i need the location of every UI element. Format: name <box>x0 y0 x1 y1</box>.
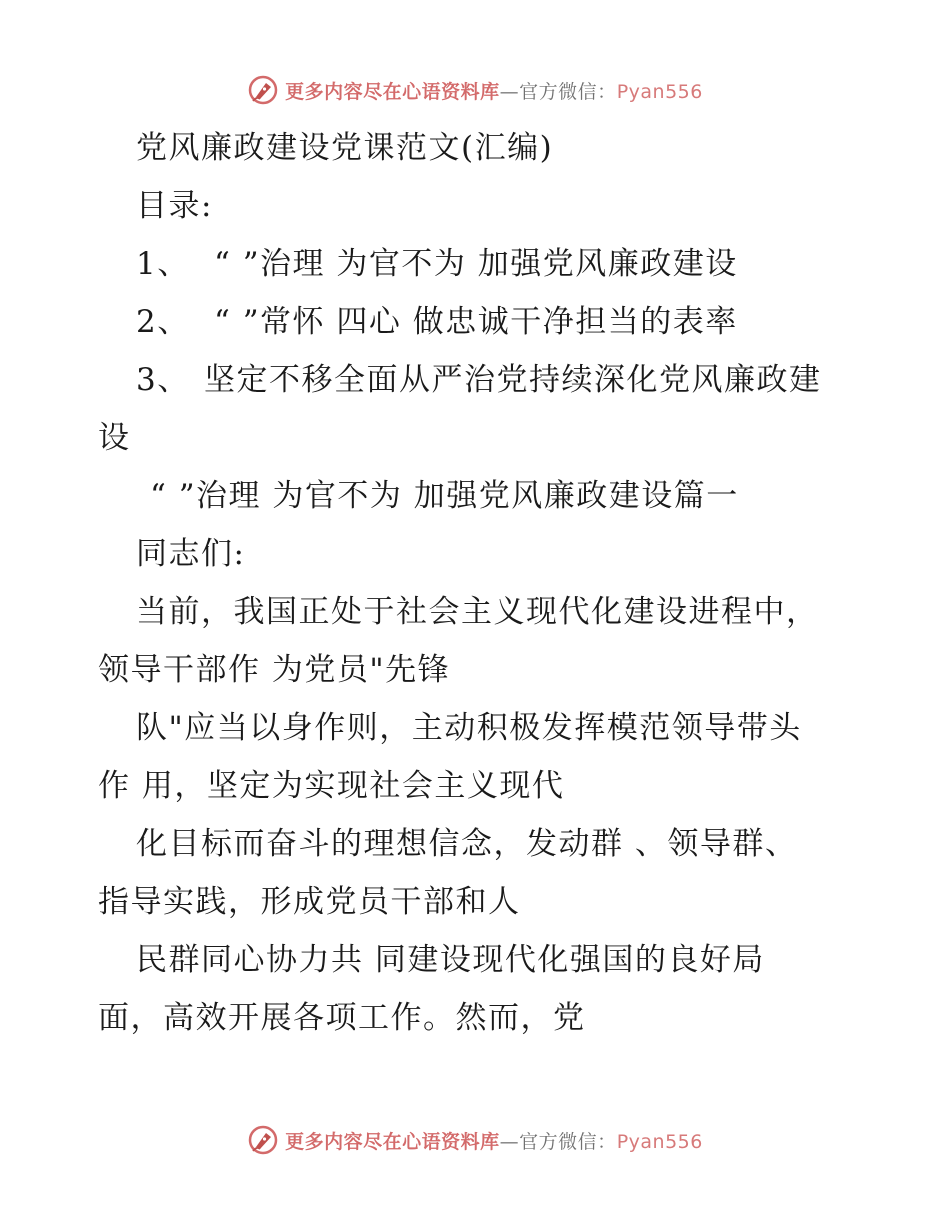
toc-item-number: 2、 <box>136 304 190 340</box>
paragraph-line: 面，高效开展各项工作。然而，党 <box>98 1000 586 1036</box>
pen-nib-logo-icon <box>247 1124 279 1156</box>
watermark-separator: — <box>499 80 520 103</box>
watermark-wechat-label: 官方微信： <box>519 1130 617 1153</box>
toc-item <box>136 244 738 284</box>
toc-item-number: 1、 <box>136 246 190 282</box>
watermark-brand: 更多内容尽在心语资料库 <box>285 1130 500 1153</box>
watermark-wechat-id: Pyan556 <box>616 80 703 103</box>
section-title: “ ”治理 为官不为 加强党风廉政建设篇一 <box>150 478 739 514</box>
footer-watermark-banner <box>0 1120 950 1160</box>
paragraph-line: 作 用，坚定为实现社会主义现代 <box>98 768 565 804</box>
toc-heading: 目录: <box>136 188 213 224</box>
watermark-text <box>285 1127 703 1154</box>
pen-nib-logo-icon <box>247 74 279 106</box>
toc-item <box>136 360 822 400</box>
toc-item-continuation: 设 <box>98 420 131 456</box>
toc-item <box>136 302 738 342</box>
toc-item-text: “ ”常怀 四心 做忠诚干净担当的表率 <box>214 304 738 340</box>
toc-item-number: 3、 <box>136 362 190 398</box>
watermark-text <box>285 77 703 104</box>
paragraph-line: 指导实践，形成党员干部和人 <box>98 884 521 920</box>
toc-item-text: “ ”治理 为官不为 加强党风廉政建设 <box>214 246 738 282</box>
watermark-wechat-id: Pyan556 <box>616 1130 703 1153</box>
toc-item-text: 坚定不移全面从严治党持续深化党风廉政建 <box>204 362 822 398</box>
paragraph-line: 民群同心协力共 同建设现代化强国的良好局 <box>136 942 765 978</box>
watermark-wechat-label: 官方微信： <box>519 80 617 103</box>
document-title: 党风廉政建设党课范文(汇编) <box>136 130 554 166</box>
salutation: 同志们: <box>136 536 246 572</box>
paragraph-line: 当前，我国正处于社会主义现代化建设进程中， <box>136 594 819 630</box>
paragraph-line: 队"应当以身作则，主动积极发挥模范领导带头 <box>136 710 802 746</box>
paragraph-line: 化目标而奋斗的理想信念，发动群 、领导群、 <box>136 826 798 862</box>
header-watermark-banner <box>0 70 950 110</box>
paragraph-line: 领导干部作 为党员"先锋 <box>98 652 451 688</box>
watermark-brand: 更多内容尽在心语资料库 <box>285 80 500 103</box>
watermark-separator: — <box>499 1130 520 1153</box>
